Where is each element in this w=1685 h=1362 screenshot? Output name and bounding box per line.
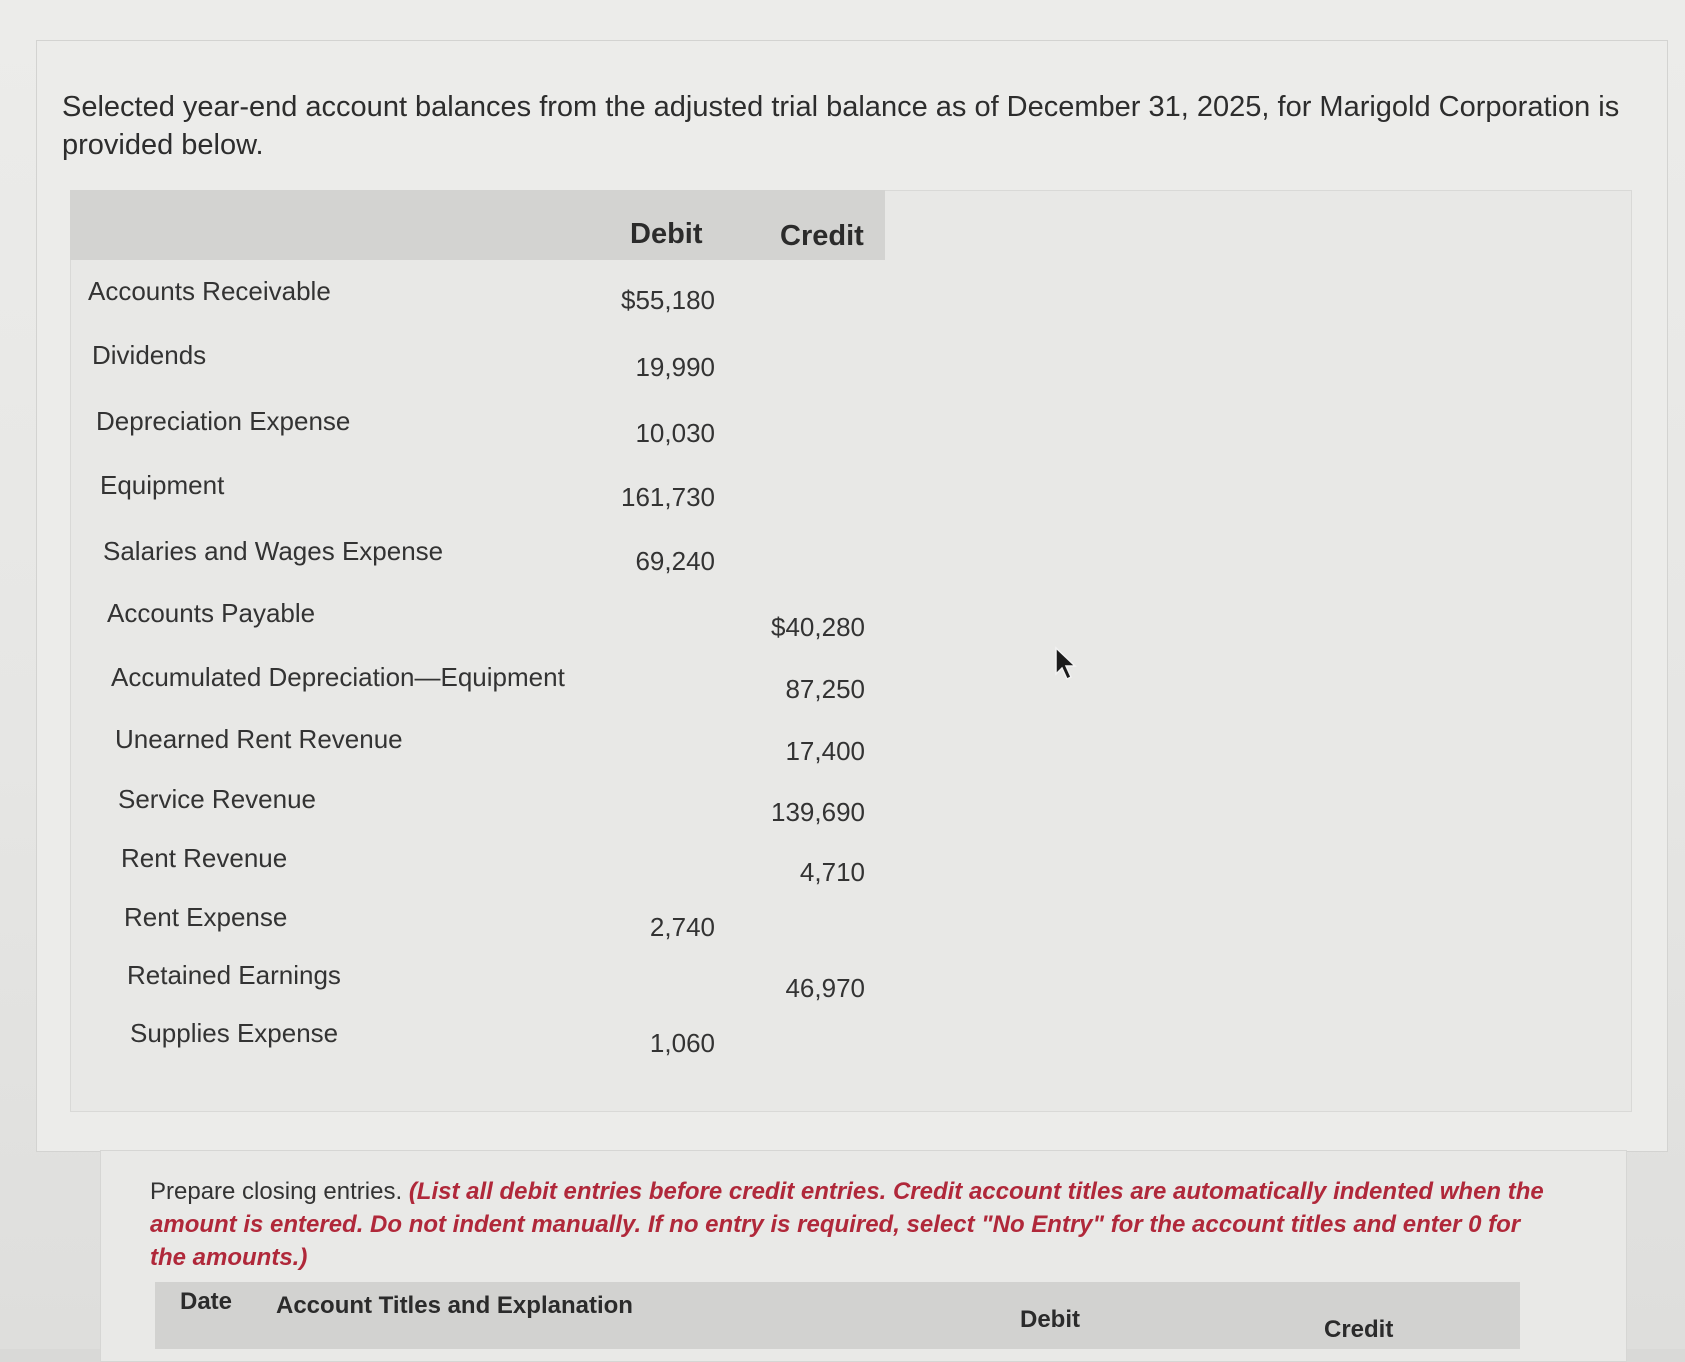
credit-amount: 46,970 bbox=[785, 973, 865, 1003]
credit-amount: 4,710 bbox=[799, 857, 865, 887]
account-name: Retained Earnings bbox=[127, 960, 341, 990]
date-column-header: Date bbox=[180, 1288, 233, 1315]
mouse-cursor-icon bbox=[1054, 646, 1080, 687]
journal-debit-column-header: Debit bbox=[1020, 1306, 1080, 1333]
closing-prompt: Prepare closing entries. bbox=[150, 1178, 403, 1205]
debit-amount: 19,990 bbox=[635, 352, 715, 382]
account-name: Accumulated Depreciation—Equipment bbox=[111, 662, 565, 692]
debit-amount: $55,180 bbox=[621, 285, 715, 315]
question-intro: Selected year-end account balances from the adjusted trial balance as of December 31, 2025, for Marigold Corporation is provided below. bbox=[62, 91, 1620, 161]
account-name: Service Revenue bbox=[118, 784, 316, 814]
account-name: Equipment bbox=[100, 470, 225, 500]
account-name: Accounts Receivable bbox=[88, 276, 331, 306]
account-name: Unearned Rent Revenue bbox=[115, 724, 403, 754]
account-titles-column-header: Account Titles and Explanation bbox=[276, 1292, 633, 1319]
closing-instructions bbox=[150, 1175, 1550, 1274]
credit-column-header: Credit bbox=[780, 220, 864, 252]
account-name: Supplies Expense bbox=[130, 1018, 339, 1048]
credit-amount: 87,250 bbox=[785, 674, 865, 704]
credit-amount: $40,280 bbox=[771, 612, 865, 642]
credit-amount: 139,690 bbox=[771, 797, 865, 827]
trial-balance-header bbox=[70, 190, 885, 260]
debit-column-header: Debit bbox=[630, 218, 703, 250]
debit-amount: 10,030 bbox=[635, 418, 715, 448]
debit-amount: 69,240 bbox=[635, 546, 715, 576]
closing-note: (List all debit entries before credit entries. Credit account titles are automatically indented when the amount is entered. Do not indent manually. If no entry is required, select "No Entry" for the account titles and enter 0 for the amounts.) bbox=[150, 1178, 1544, 1271]
journal-credit-column-header: Credit bbox=[1324, 1316, 1394, 1343]
account-name: Salaries and Wages Expense bbox=[103, 536, 444, 566]
account-name: Accounts Payable bbox=[107, 598, 316, 628]
account-name: Depreciation Expense bbox=[96, 406, 351, 436]
account-name: Rent Expense bbox=[124, 902, 288, 932]
debit-amount: 1,060 bbox=[649, 1028, 715, 1058]
account-name: Rent Revenue bbox=[121, 843, 288, 873]
credit-amount: 17,400 bbox=[785, 736, 865, 766]
account-name: Dividends bbox=[92, 340, 207, 370]
debit-amount: 2,740 bbox=[649, 912, 715, 942]
debit-amount: 161,730 bbox=[621, 482, 715, 512]
